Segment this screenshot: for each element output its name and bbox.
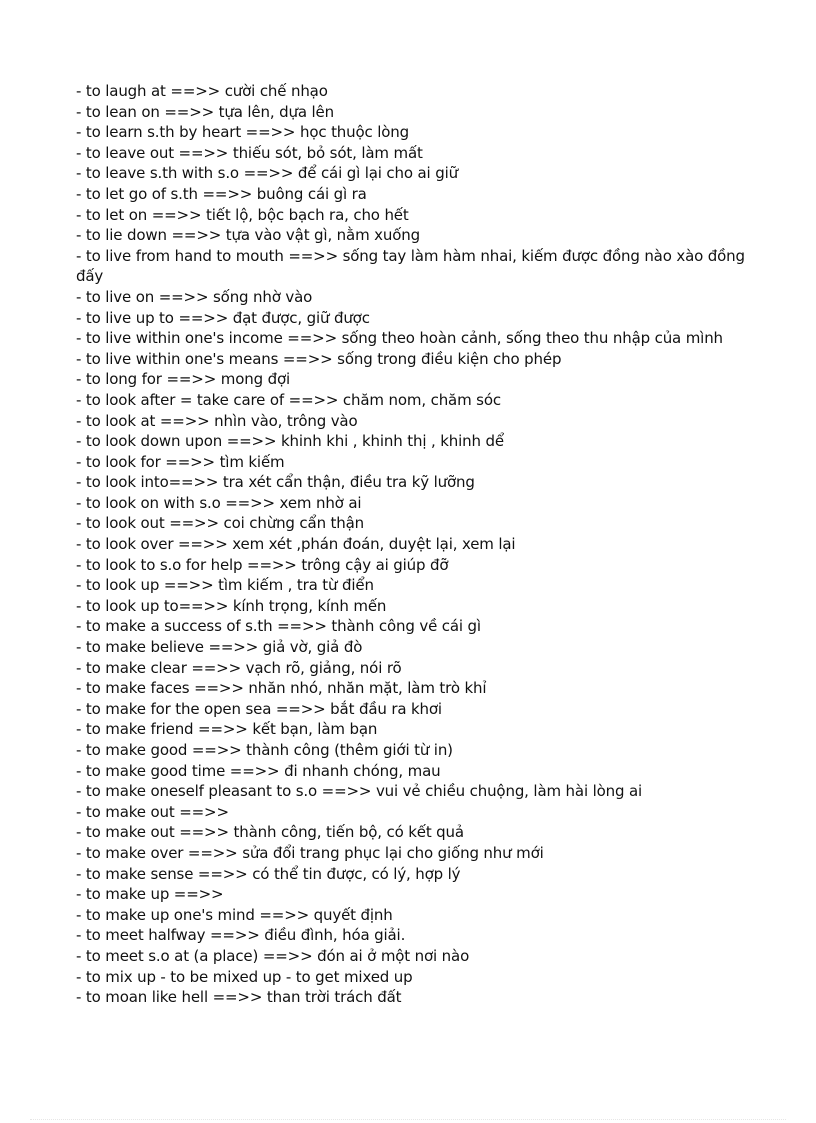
vocabulary-entry: - to look over ==>> xem xét ,phán đoán, duyệt lại, xem lại xyxy=(76,535,516,554)
vocabulary-entry: - to mix up - to be mixed up - to get mixed up xyxy=(76,967,413,986)
vocabulary-entry: - to live within one's means ==>> sống trong điều kiện cho phép xyxy=(76,349,562,368)
vocabulary-entry: - to laugh at ==>> cười chế nhạo xyxy=(76,82,328,100)
vocabulary-entry: - to learn s.th by heart ==>> học thuộc lòng xyxy=(76,123,410,142)
vocabulary-entry: - to leave out ==>> thiếu sót, bỏ sót, làm mất xyxy=(76,143,423,162)
vocabulary-entry: - to look at ==>> nhìn vào, trông vào xyxy=(76,411,358,430)
vocabulary-entry: - to make out ==>> thành công, tiến bộ, có kết quả xyxy=(76,823,464,842)
page-bottom-divider xyxy=(30,1119,786,1120)
vocabulary-entry: - to live on ==>> sống nhờ vào xyxy=(76,287,313,306)
vocabulary-entry: - to let on ==>> tiết lộ, bộc bạch ra, cho hết xyxy=(76,205,409,224)
vocabulary-entry: - to look up to==>> kính trọng, kính mến xyxy=(76,596,387,615)
vocabulary-entry: - to make up one's mind ==>> quyết định xyxy=(76,905,393,924)
vocabulary-entry: - to make friend ==>> kết bạn, làm bạn xyxy=(76,720,378,739)
vocabulary-entry: - to live from hand to mouth ==>> sống tay làm hàm nhai, kiếm được đồng nào xào đồng đấy xyxy=(76,246,745,286)
vocabulary-entry: - to look to s.o for help ==>> trông cậy ai giúp đỡ xyxy=(76,555,449,574)
vocabulary-entry: - to look down upon ==>> khinh khi , khinh thị , khinh dể xyxy=(76,432,504,451)
vocabulary-entry: - to look up ==>> tìm kiếm , tra từ điển xyxy=(76,576,374,595)
vocabulary-entry: - to make for the open sea ==>> bắt đầu ra khơi xyxy=(76,699,442,718)
vocabulary-entry: - to meet halfway ==>> điều đình, hóa giải. xyxy=(76,926,406,945)
vocabulary-entry: - to make up ==>> xyxy=(76,885,224,904)
vocabulary-entry: - to look for ==>> tìm kiếm xyxy=(76,452,285,471)
vocabulary-entry: - to long for ==>> mong đợi xyxy=(76,370,290,389)
vocabulary-entry: - to look out ==>> coi chừng cẩn thận xyxy=(76,514,365,533)
vocabulary-entry: - to make clear ==>> vạch rõ, giảng, nói rõ xyxy=(76,658,402,677)
vocabulary-entry: - to make over ==>> sửa đổi trang phục lại cho giống như mới xyxy=(76,843,544,862)
vocabulary-entry: - to make oneself pleasant to s.o ==>> vui vẻ chiều chuộng, làm hài lòng ai xyxy=(76,782,643,801)
vocabulary-entry: - to live up to ==>> đạt được, giữ được xyxy=(76,308,370,327)
vocabulary-entry: - to make a success of s.th ==>> thành công về cái gì xyxy=(76,617,481,636)
vocabulary-entry: - to lean on ==>> tựa lên, dựa lên xyxy=(76,102,334,121)
vocabulary-entry: - to live within one's income ==>> sống theo hoàn cảnh, sống theo thu nhập của mình xyxy=(76,329,723,348)
vocabulary-entry: - to make good ==>> thành công (thêm giới từ in) xyxy=(76,741,453,759)
vocabulary-entry: - to make believe ==>> giả vờ, giả đò xyxy=(76,638,363,657)
vocabulary-entry: - to moan like hell ==>> than trời trách đất xyxy=(76,988,402,1007)
vocabulary-entry: - to lie down ==>> tựa vào vật gì, nằm xuống xyxy=(76,226,420,245)
vocabulary-entry: - to leave s.th with s.o ==>> để cái gì lại cho ai giữ xyxy=(76,164,458,183)
vocabulary-entry: - to make sense ==>> có thể tin được, có lý, hợp lý xyxy=(76,864,461,883)
vocabulary-entry: - to make out ==>> xyxy=(76,802,229,821)
vocabulary-entry: - to look after = take care of ==>> chăm nom, chăm sóc xyxy=(76,390,501,409)
vocabulary-entry: - to look into==>> tra xét cẩn thận, điều tra kỹ lưỡng xyxy=(76,473,475,492)
vocabulary-entry: - to meet s.o at (a place) ==>> đón ai ở một nơi nào xyxy=(76,946,470,965)
phrasal-verb-list xyxy=(76,81,748,1008)
vocabulary-entry: - to make faces ==>> nhăn nhó, nhăn mặt, làm trò khỉ xyxy=(76,679,487,698)
vocabulary-entry: - to make good time ==>> đi nhanh chóng, mau xyxy=(76,761,441,780)
vocabulary-entry: - to look on with s.o ==>> xem nhờ ai xyxy=(76,493,362,512)
vocabulary-entry: - to let go of s.th ==>> buông cái gì ra xyxy=(76,184,367,203)
